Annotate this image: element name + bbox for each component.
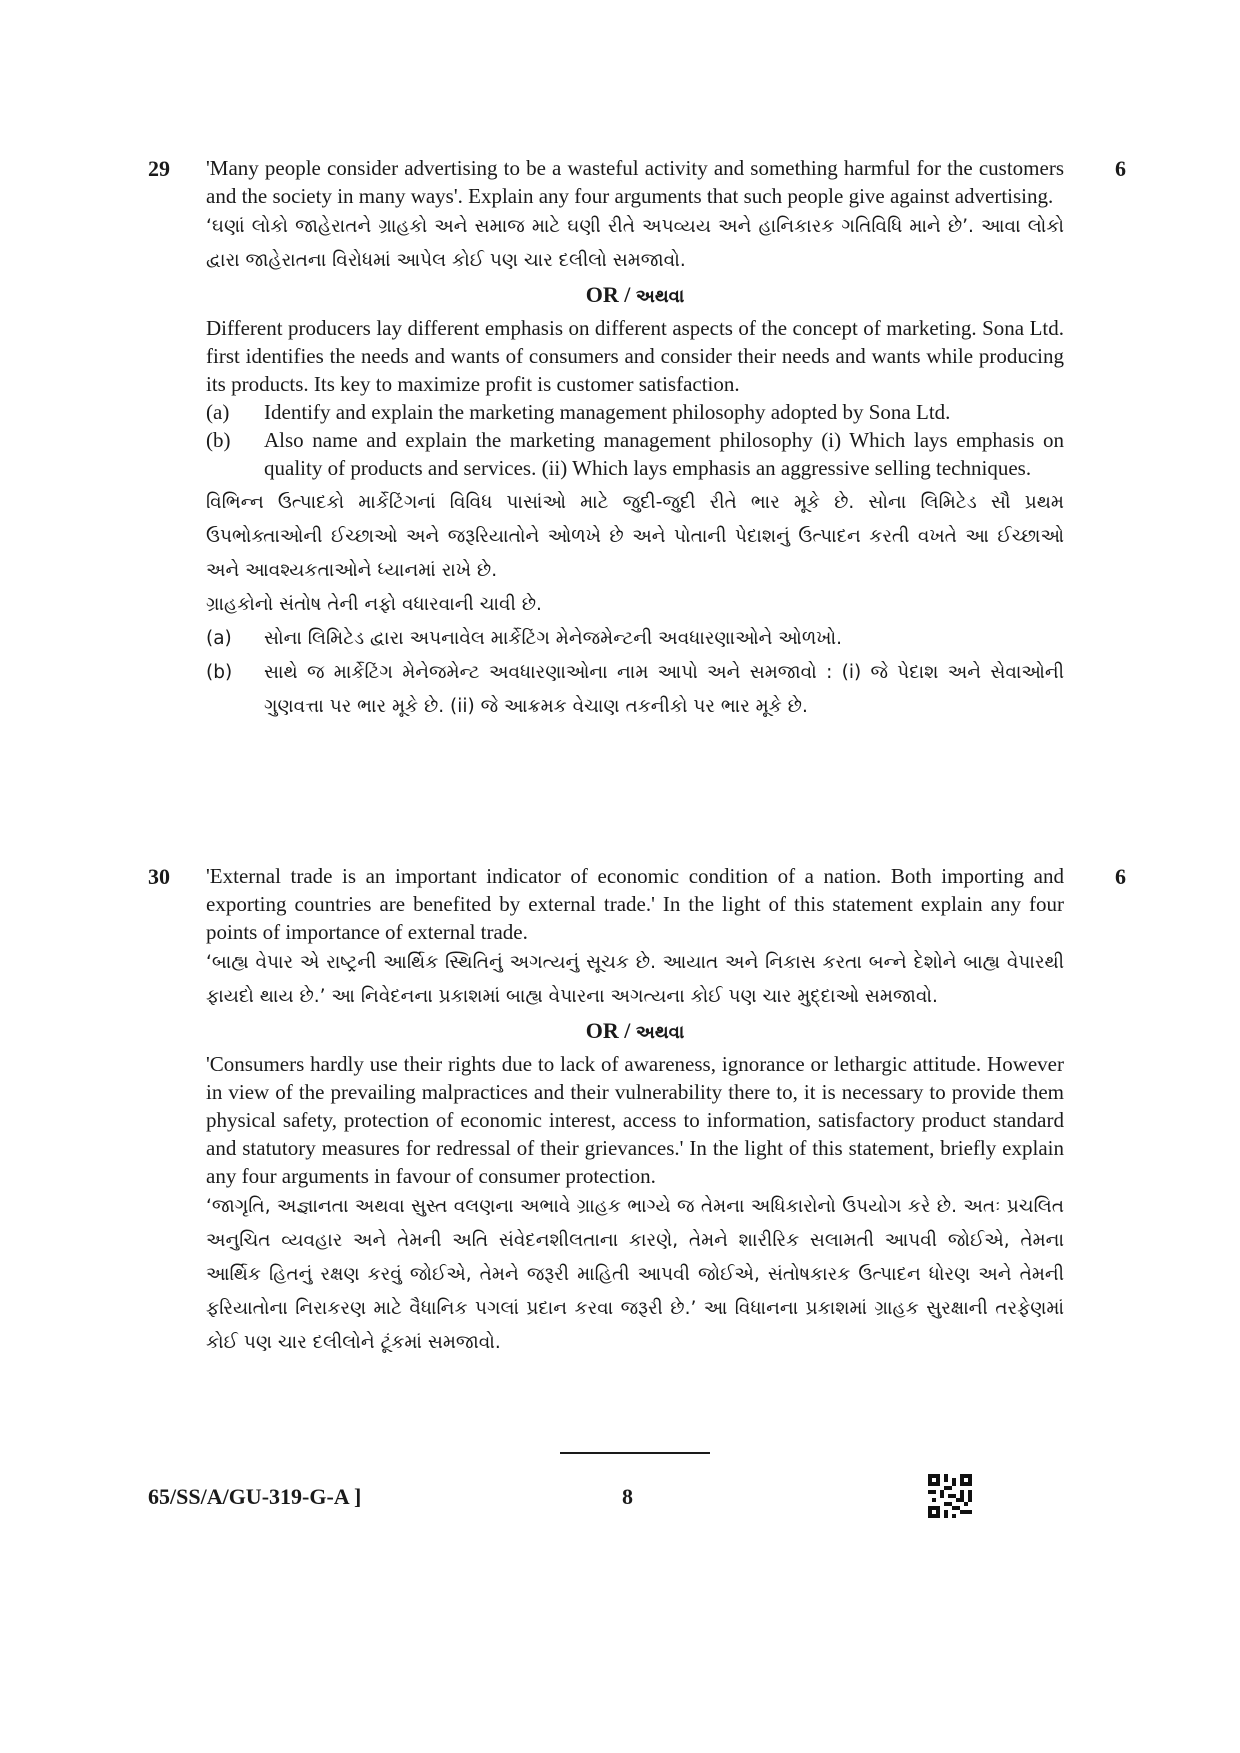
sub-question [206,622,1064,656]
sub-question [206,398,1064,426]
alternative-text-english: 'Consumers hardly use their rights due to lack of awareness, ignorance or lethargic attitude. However in view of the prevailing malpractices and their vulnerability there to, it is necessary to provide them physical safety, protection of economic interest, access to information, satisfactory product standard and statutory measures for redressal of their grievances.' In the light of this statement, briefly explain any four arguments in favour of consumer protection. [206,1052,1064,1188]
or-label-gujarati: અથવા [635,286,685,307]
question-marks: 6 [1115,864,1126,889]
or-label-gujarati: અથવા [635,1022,685,1043]
footer-divider [560,1452,710,1454]
sub-question-text: સોના લિમિટેડ દ્વારા અપનાવેલ માર્કેટિંગ મેનેજમેન્ટની અવધારણાઓને ઓળખો. [264,628,842,649]
sub-question-text: Identify and explain the marketing management philosophy adopted by Sona Ltd. [264,400,951,424]
sub-question-label: (a) [206,400,230,424]
or-separator: / [618,282,636,307]
question-body [206,862,1064,1360]
or-label: OR [585,282,619,307]
alternative-text-gujarati: ‘જાગૃતિ, અજ્ઞાનતા અથવા સુસ્ત વલણના અભાવે ગ્રાહક ભાગ્યે જ તેમના અધિકારોનો ઉપયોગ કરે છે. અતઃ પ્રચલિત અનુચિત વ્યવહાર અને તેમની અતિ સંવેદનશીલતાના કારણે, તેમને શારીરિક સલામતી આપવી જોઈએ, તેમના આર્થિક હિતનું રક્ષણ કરવું જોઈએ, તેમને જરૂરી માહિતી આપવી જોઈએ, સંતોષકારક ઉત્પાદન ધોરણ અને તેમની ફરિયાતોના નિરાકરણ માટે વૈધાનિક પગલાં પ્રદાન કરવા જરૂરી છે.’ આ વિધાનના પ્રકાશમાં ગ્રાહક સુરક્ષાની તરફેણમાં કોઈ પણ ચાર દલીલોને ટૂંકમાં સમજાવો. [206,1196,1064,1353]
sub-question-text: Also name and explain the marketing management philosophy (i) Which lays emphasis on quality of products and services. (ii) Which lays emphasis an aggressive selling techniques. [264,428,1064,480]
question-text-gujarati: ‘ઘણાં લોકો જાહેરાતને ગ્રાહકો અને સમાજ માટે ઘણી રીતે અપવ્યય અને હાનિકારક ગતિવિધિ માને છે’. આવા લોકો દ્વારા જાહેરાતના વિરોધમાં આપેલ કોઈ પણ ચાર દલીલો સમજાવો. [206,216,1064,271]
question-number: 30 [148,864,170,889]
alternative-text-gujarati-2: ગ્રાહકોનો સંતોષ તેની નફો વધારવાની ચાવી છે. [206,594,542,615]
sub-question [206,656,1064,724]
sub-question-label: (b) [206,428,231,452]
alternative-text-english: Different producers lay different emphasis on different aspects of the concept of marketing. Sona Ltd. first identifies the needs and wants of consumers and consider their needs and wants while producing its products. Its key to maximize profit is customer satisfaction. [206,316,1064,396]
question-body [206,154,1064,724]
sub-question-text: સાથે જ માર્કેટિંગ મેનેજમેન્ટ અવધારણાઓના નામ આપો અને સમજાવો : (i) જે પેદાશ અને સેવાઓની ગુણવત્તા પર ભાર મૂકે છે. (ii) જે આક્રમક વેચાણ તકનીકો પર ભાર મૂકે છે. [264,662,1064,717]
or-divider [206,1016,1064,1048]
question-text-english: 'Many people consider advertising to be a wasteful activity and something harmful for the customers and the society in many ways'. Explain any four arguments that such people give against advertising. [206,156,1064,208]
or-divider [206,280,1064,312]
sub-question [206,426,1064,482]
paper-code: 65/SS/A/GU-319-G-A ] [148,1484,362,1509]
question-number: 29 [148,156,170,181]
alternative-text-gujarati: વિભિન્ન ઉત્પાદકો માર્કેટિંગનાં વિવિધ પાસાંઓ માટે જુદી-જુદી રીતે ભાર મૂકે છે. સોના લિમિટેડ સૌ પ્રથમ ઉપભોક્તાઓની ઈચ્છાઓ અને જરૂરિયાતોને ઓળખે છે અને પોતાની પેદાશનું ઉત્પાદન કરતી વખતે આ ઈચ્છાઓ અને આવશ્યકતાઓને ધ્યાનમાં રાખે છે. [206,492,1064,581]
question-text-gujarati: ‘બાહ્ય વેપાર એ રાષ્ટ્રની આર્થિક સ્થિતિનું અગત્યનું સૂચક છે. આયાત અને નિકાસ કરતા બન્ને દેશોને બાહ્ય વેપારથી ફાયદો થાય છે.’ આ નિવેદનના પ્રકાશમાં બાહ્ય વેપારના અગત્યના કોઈ પણ ચાર મુદ્દાઓ સમજાવો. [206,952,1064,1007]
question-text-english: 'External trade is an important indicator of economic condition of a nation. Both importing and exporting countries are benefited by external trade.' In the light of this statement explain any four points of importance of external trade. [206,864,1064,944]
qr-code-icon [928,1474,972,1518]
question-marks: 6 [1115,156,1126,181]
sub-question-label: (a) [206,628,232,649]
sub-question-label: (b) [206,662,233,683]
page-number: 8 [622,1484,633,1509]
or-label: OR [585,1018,619,1043]
or-separator: / [618,1018,636,1043]
